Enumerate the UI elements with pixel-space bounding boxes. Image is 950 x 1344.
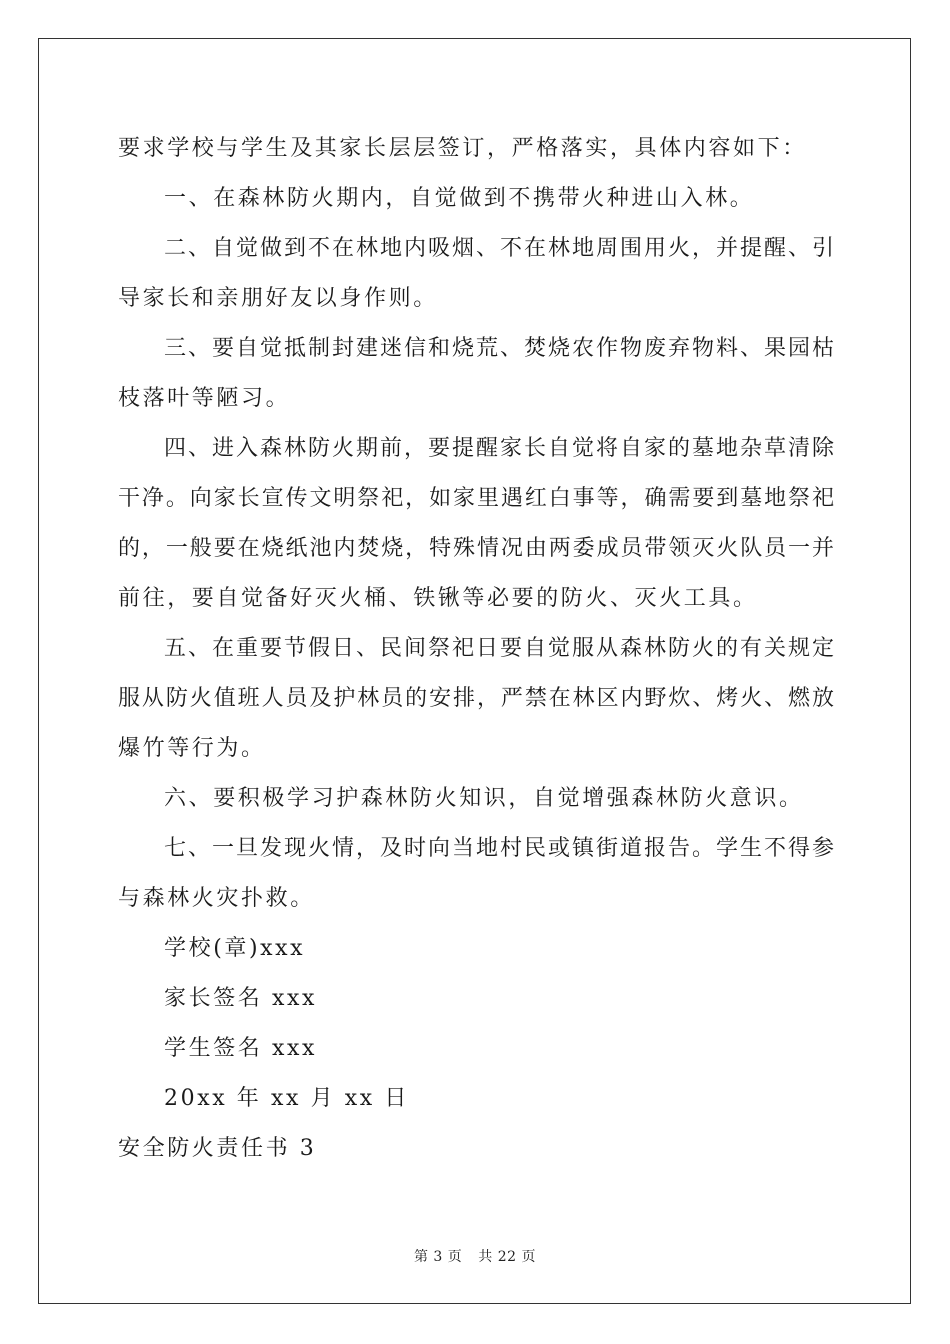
text-line: 五、在重要节假日、民间祭祀日要自觉服从森林防火的有关规定 [164, 636, 834, 661]
text-line: 枝落叶等陋习。 [118, 386, 291, 411]
date-line: 20xx 年 xx 月 xx 日 [164, 1086, 410, 1111]
text-line: 服从防火值班人员及护林员的安排，严禁在林区内野炊、烤火、燃放 [118, 686, 834, 711]
page-number: 第 3 页 [413, 1249, 463, 1265]
text-line: 二、自觉做到不在林地内吸烟、不在林地周围用火，并提醒、引 [164, 236, 834, 261]
text-line: 一、在森林防火期内，自觉做到不携带火种进山入林。 [164, 186, 755, 211]
text-line: 三、要自觉抵制封建迷信和烧荒、焚烧农作物废弃物料、果园枯 [164, 336, 834, 361]
section-heading: 安全防火责任书 3 [118, 1136, 317, 1161]
page-footer [0, 1246, 950, 1266]
text-line: 导家长和亲朋好友以身作则。 [118, 286, 438, 311]
text-line: 前往，要自觉备好灭火桶、铁锹等必要的防火、灭火工具。 [118, 586, 758, 611]
text-line: 与森林火灾扑救。 [118, 886, 315, 911]
text-line: 六、要积极学习护森林防火知识，自觉增强森林防火意识。 [164, 786, 804, 811]
text-line: 要求学校与学生及其家长层层签订，严格落实，具体内容如下： [118, 136, 807, 161]
student-signature-line: 学生签名 xxx [164, 1036, 318, 1061]
text-line: 四、进入森林防火期前，要提醒家长自觉将自家的墓地杂草清除 [164, 436, 834, 461]
text-line: 爆竹等行为。 [118, 736, 266, 761]
parent-signature-line: 家长签名 xxx [164, 986, 318, 1011]
text-line: 的，一般要在烧纸池内焚烧，特殊情况由两委成员带领灭火队员一并 [118, 536, 834, 561]
school-seal-line: 学校(章)xxx [164, 936, 306, 961]
text-line: 干净。向家长宣传文明祭祀，如家里遇红白事等，确需要到墓地祭祀 [118, 486, 834, 511]
page-total: 共 22 页 [478, 1249, 537, 1265]
document-body [118, 124, 834, 1174]
text-line: 七、一旦发现火情，及时向当地村民或镇街道报告。学生不得参 [164, 836, 834, 861]
